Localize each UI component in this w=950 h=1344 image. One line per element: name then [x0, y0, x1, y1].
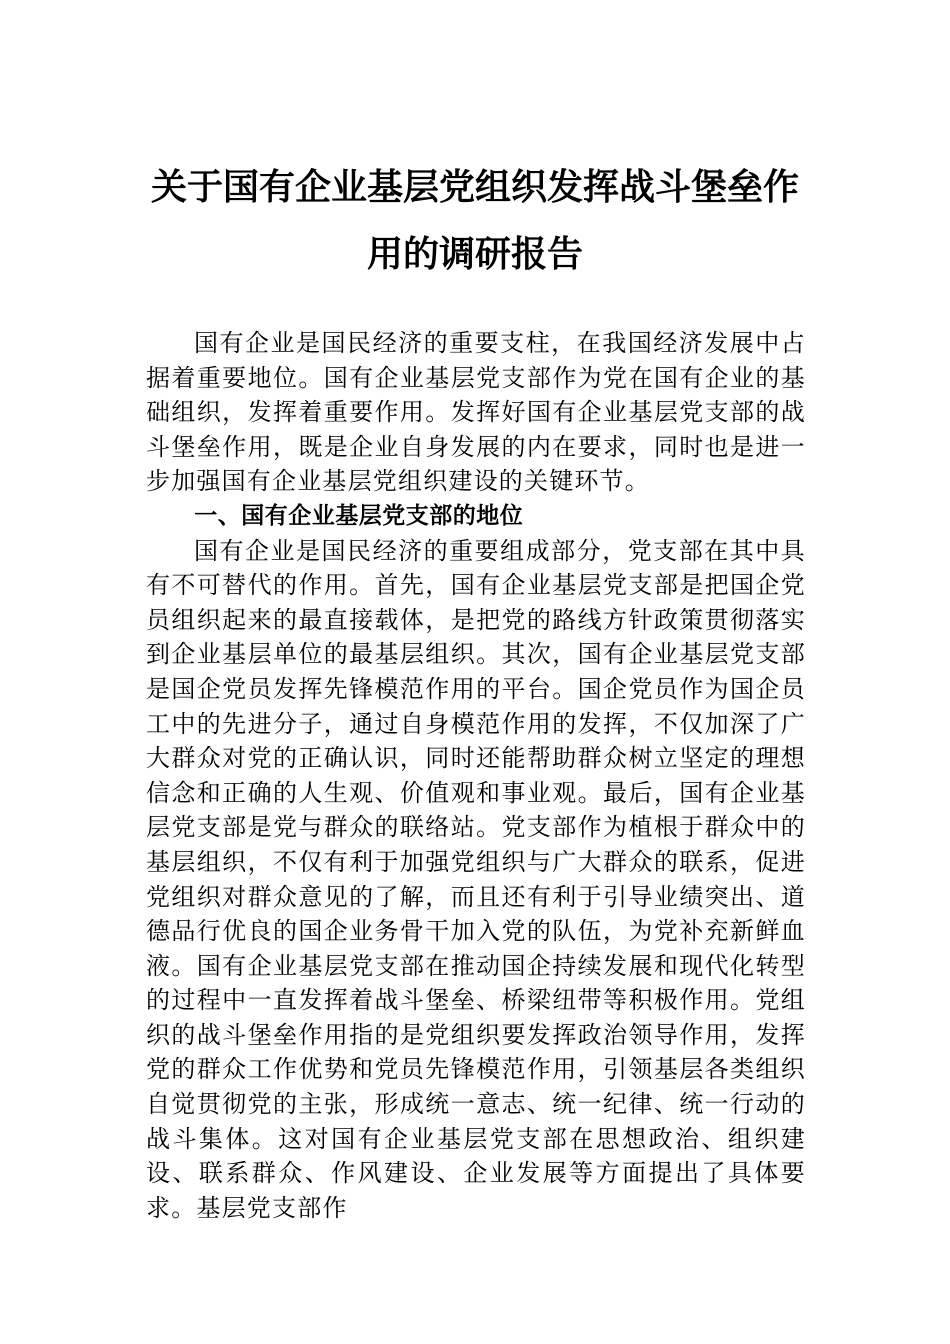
document-title-line-2: 用的调研报告: [366, 233, 583, 275]
document-body: [146, 326, 806, 1225]
section-heading: 一、国有企业基层党支部的地位: [194, 502, 524, 529]
document-title-line-1: 关于国有企业基层党组织发挥战斗堡垒作: [150, 166, 799, 208]
section-paragraph: 国有企业是国民经济的重要组成部分，党支部在其中具有不可替代的作用。首先，国有企业基层党支部是把国企党员组织起来的最直接载体，是把党的路线方针政策贯彻落实到企业基层单位的最基层组织。其次，国有企业基层党支部是国企党员发挥先锋模范作用的平台。国企党员作为国企员工中的先进分子，通过自身模范作用的发挥，不仅加深了广大群众对党的正确认识，同时还能帮助群众树立坚定的理想信念和正确的人生观、价值观和事业观。最后，国有企业基层党支部是党与群众的联络站。党支部作为植根于群众中的基层组织，不仅有利于加强党组织与广大群众的联系，促进党组织对群众意见的了解，而且还有利于引导业绩突出、道德品行优良的国企业务骨干加入党的队伍，为党补充新鲜血液。国有企业基层党支部在推动国企持续发展和现代化转型的过程中一直发挥着战斗堡垒、桥梁纽带等积极作用。党组织的战斗堡垒作用指的是党组织要发挥政治领导作用，发挥党的群众工作优势和党员先锋模范作用，引领基层各类组织自觉贯彻党的主张，形成统一意志、统一纪律、统一行动的战斗集体。这对国有企业基层党支部在思想政治、组织建设、联系群众、作风建设、企业发展等方面提出了具体要求。基层党支部作: [146, 536, 806, 1222]
intro-paragraph: 国有企业是国民经济的重要支柱，在我国经济发展中占据着重要地位。国有企业基层党支部作为党在国有企业的基础组织，发挥着重要作用。发挥好国有企业基层党支部的战斗堡垒作用，既是企业自身发展的内在要求，同时也是进一步加强国有企业基层党组织建设的关键环节。: [146, 329, 806, 496]
